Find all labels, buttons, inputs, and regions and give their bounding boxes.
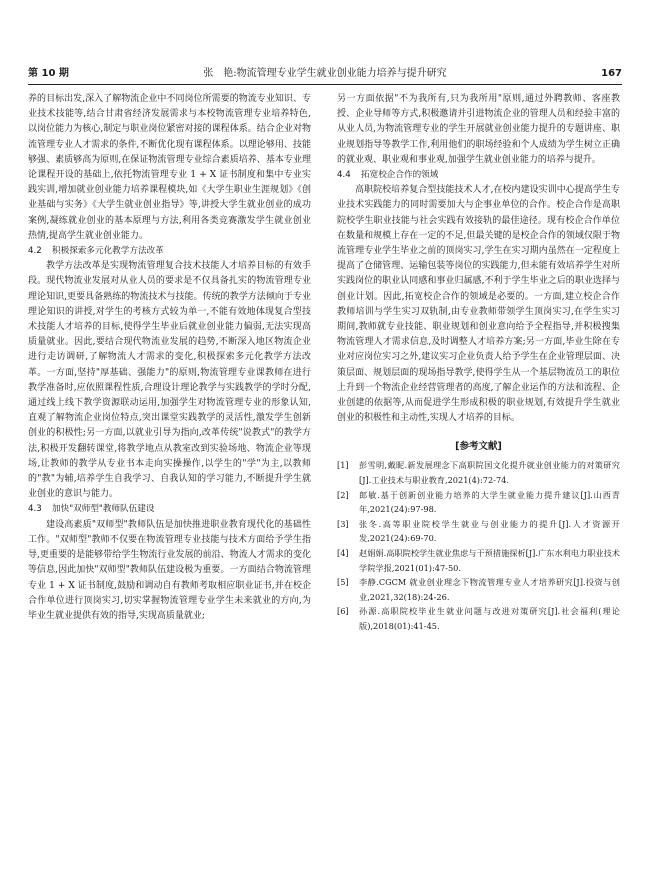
reference-text: 孙源.高职院校毕业生就业问题与改进对策研究[J].社会福利(理论版),2018(01):41-45. <box>359 606 620 631</box>
paragraph-continued: 养的目标出发,深入了解物流企业中不同岗位所需要的物流专业知识、专业技术技能等,结合甘肃省经济发展需求与本校物流管理专业培养特色,以岗位能力为核心,制定与职业岗位紧密对接的课程体系。结合企业对物流管理专业人才需求的条件,不断优化现有课程体系。以理论够用、技能够强、素质够高为原则,在保证物流管理专业综合素质培养、基本专业理论课程开设的基础上,依托物流管理专业 1 + X 证书制度和集中专业实践实训,增加就业创业能力培养课程模块,如《大学生职业生涯规划》《创业基础与实务》《大学生就业创业指导》等,讲授大学生就业创业的成功案例,凝练就业创业的基本原理与方法,利用各类竞赛激发学生就业创业热情,提高学生就业创业能力。 <box>28 94 311 241</box>
paragraph-continued: 另一方面依据"不为我所有,只为我所用"原则,通过外聘教师、客座教授、企业导师等方式,积极邀请并引进物流企业的管理人员和经验丰富的从业人员,为物流管理专业的学生开展就业创业能力提升的专题讲座、职业规划指导等教学工作,利用他们的职场经验和个人成绩为学生树立正确的就业观、职业观和事业观,加强学生就业创业能力的培养与提升。 <box>337 94 620 165</box>
section-heading-4-4 <box>337 168 620 183</box>
reference-number: [4] <box>337 548 349 559</box>
reference-number: [5] <box>337 577 349 588</box>
header-rule <box>28 84 622 85</box>
running-title: 张 艳:物流管理专业学生就业创业能力培养与提升研究 <box>203 68 447 79</box>
reference-number: [3] <box>337 518 349 529</box>
reference-number: [1] <box>337 460 349 471</box>
reference-number: [2] <box>337 489 349 500</box>
section-heading-4-2 <box>28 244 311 259</box>
reference-text: 张冬.高等职业院校学生就业与创业能力的提升[J].人才资源开发,2021(24):69-70. <box>359 518 620 544</box>
page-number: 167 <box>601 68 622 79</box>
reference-number: [6] <box>337 606 349 617</box>
page-header <box>28 66 622 82</box>
reference-item <box>337 546 620 575</box>
left-column <box>28 92 311 872</box>
paragraph-dual-teacher: 建设高素质"双师型"教师队伍是加快推进职业教育现代化的基础性工作。"双师型"教师不仅要在物流管理专业技能与技术方面给予学生指导,更重要的是能够带给学生物流行业发展的前沿、物流人才需求的变化等信息,因此加快"双师型"教师队伍建设极为重要。一方面结合物流管理专业 1 + X 证书制度,鼓励和调动自有教师考取相应职业证书,并在校企合作单位进行顶岗实习,切实掌握物流管理专业学生未来就业的方向,为毕业生就业提供有效的指导,实现高质量就业; <box>28 519 311 621</box>
section-number: 4.2 <box>28 246 42 257</box>
section-number: 4.3 <box>28 504 42 515</box>
section-title: 积极探索多元化教学方法改革 <box>52 246 164 257</box>
section-title: 拓宽校企合作的领域 <box>361 170 439 181</box>
reference-text: 赵娟娟.高职院校学生就业焦虑与干预措施探析[J].广东水利电力职业技术学院学报,2021(01):47-50. <box>359 548 620 573</box>
reference-item <box>337 488 620 517</box>
reference-text: 李静.CGCM 就业创业理念下物流管理专业人才培养研究[J].投资与创业,2021,32(18):24-26. <box>359 577 620 602</box>
reference-item <box>337 575 620 604</box>
section-number: 4.4 <box>337 170 351 181</box>
reference-item <box>337 458 620 487</box>
section-heading-4-3 <box>28 502 311 517</box>
reference-item <box>337 604 620 633</box>
section-title: 加快"双师型"教师队伍建设 <box>52 504 155 515</box>
right-column <box>337 92 620 872</box>
reference-text: 郎敏.基于创新创业能力培养的大学生就业能力提升建议[J].山西青年,2021(24):97-98. <box>359 489 620 515</box>
paragraph-school-enterprise: 高职院校培养复合型技能技术人才,在校内建设实训中心提高学生专业技术实践能力的同时需要加大与企事业单位的合作。校企合作是高职院校学生职业技能与社会实践有效接轨的最佳途径。现有校企合作单位在数量和规模上存在一定的不足,但最关键的是校企合作的领域仅限于物流管理专业学生毕业之前的顶岗实习,学生在实习期内虽然在一定程度上提高了仓储管理、运输包装等岗位的实践能力,但未能有效培养学生对所实践岗位的职业认同感和事业归属感,不利于学生毕业之后的职业选择与创业计划。因此,拓宽校企合作的领域是必要的。一方面,建立校企合作教师培训与学生实习双轨制,由专业教师带领学生顶岗实习,在学生实习期间,教师就专业技能、职业规划和创业意向给予全程指导,并积极搜集物流管理人才需求信息,及时调整人才培养方案;另一方面,毕业生除在专业对应岗位实习之外,建议实习企业负责人给予学生在企业管理层面、决策层面、规划层面的现场指导教学,使得学生从一个基层物流员工的职位上升到一个物流企业经营管理者的高度,了解企业运作的方法和流程、企业创建的依据等,从而促进学生形成积极的职业规划,有效提升学生就业创业的积极性和主动性,实现人才培养的目标。 <box>337 185 620 424</box>
reference-list <box>337 458 620 633</box>
issue-number: 第 10 期 <box>28 68 69 79</box>
reference-item <box>337 517 620 546</box>
paragraph-teaching-methods: 教学方法改革是实现物流管理复合技术技能人才培养目标的有效手段。现代物流业发展对从业人员的要求是不仅具备扎实的物流管理专业理论知识,更要具备熟练的物流技术与技能。传统的教学方法倾向于专业理论知识的讲授,对学生的考核方式较为单一,不能有效地体现复合型技术技能人才培养的目标,使得学生毕业后就业创业能力偏弱,无法实现高质量就业。因此,要结合现代物流业发展的趋势,不断深入地区物流企业进行走访调研,了解物流人才需求的变化,积极探索多元化教学方法改革。一方面,坚持"厚基础、强能力"的原则,物流管理专业课教师在进行教学准备时,应依照课程性质,合理设计理论教学与实践教学的学时分配,通过线上线下教学资源联动运用,加强学生对物流管理专业的形象认知,直观了解物流企业岗位特点,突出课堂实践教学的灵活性,激发学生创新创业的积极性;另一方面,以就业引导为指向,改革传统"说教式"的教学方法,积极开发翻转课堂,将教学地点从教室改到实验场地、物流企业等现场,让教师的教学从专业书本走向实操操作,以学生的"学"为主,以教师的"教"为辅,培养学生自我学习、自我认知的学习能力,不断提升学生就业创业的意识与能力。 <box>28 261 311 500</box>
reference-text: 彭雪明,戴昵.新发展理念下高职院国文化提升就业创业能力的对策研究[J].工业技术与职业教育,2021(4):72-74. <box>359 460 620 486</box>
references-title: [参考文献] <box>455 441 502 453</box>
